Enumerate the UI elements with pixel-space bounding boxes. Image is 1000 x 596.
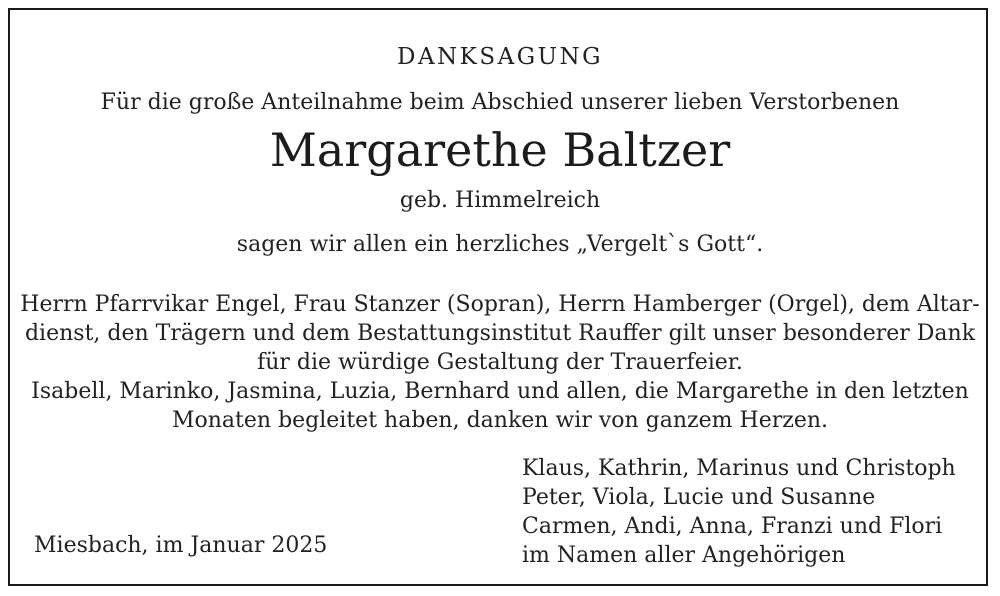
body-line: dienst, den Trägern und dem Bestattungsinstitut Rauffer gilt unser besonderer Dank (24, 321, 976, 346)
body-line: Herrn Pfarrvikar Engel, Frau Stanzer (Sopran), Herrn Hamberger (Orgel), dem Altar- (20, 292, 980, 317)
signature-line: im Namen aller Angehörigen (522, 543, 846, 568)
intro-text: Für die große Anteilnahme beim Abschied unserer lieben Verstorbenen (100, 90, 900, 115)
thanks-line: sagen wir allen ein herzliches „Vergelt`s Gott“. (236, 232, 764, 257)
deceased-name: Margarethe Baltzer (269, 123, 731, 177)
acknowledgement-text (0, 290, 1000, 435)
body-line: Isabell, Marinko, Jasmina, Luzia, Bernhard und allen, die Margarethe in den letzten (31, 379, 969, 404)
maiden-name: geb. Himmelreich (399, 188, 601, 213)
signature-line: Peter, Viola, Lucie und Susanne (522, 485, 876, 510)
place-date: Miesbach, im Januar 2025 (34, 533, 328, 558)
body-line: Monaten begleitet haben, danken wir von ganzem Herzen. (171, 408, 828, 433)
notice-heading: DANKSAGUNG (397, 44, 603, 70)
signature-line: Carmen, Andi, Anna, Franzi und Flori (522, 514, 943, 539)
signature-block (522, 454, 956, 570)
body-line: für die würdige Gestaltung der Trauerfeier. (257, 350, 743, 375)
signature-line: Klaus, Kathrin, Marinus und Christoph (522, 456, 956, 481)
